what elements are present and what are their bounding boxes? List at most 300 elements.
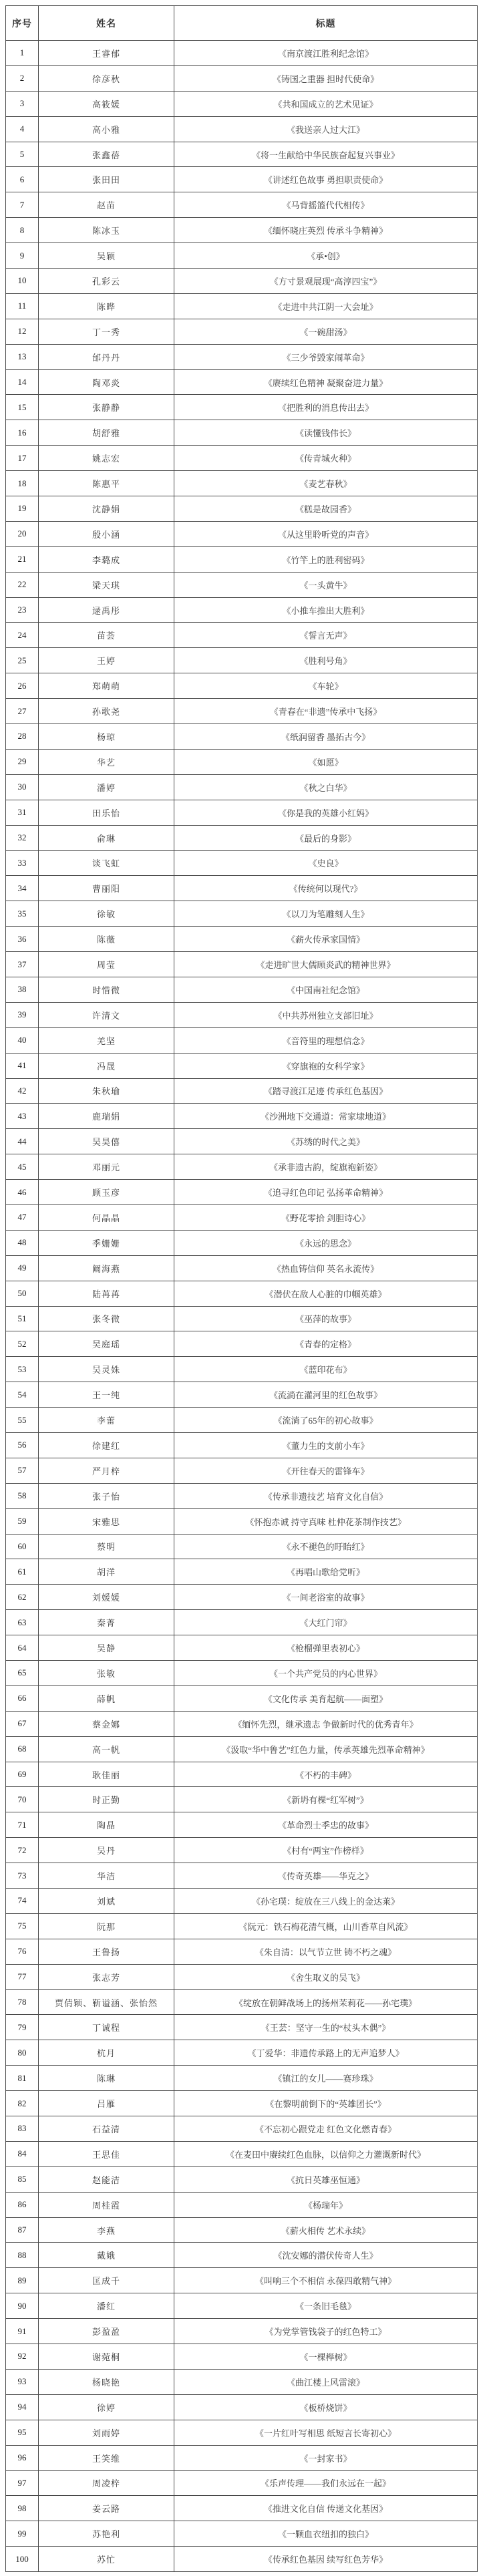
table-row: [6, 546, 478, 572]
table-row: [6, 2420, 478, 2445]
table-row: [6, 1939, 478, 1964]
table-row: [6, 1989, 478, 2015]
title-cell: 《流淌在灌河里的红色故事》: [174, 1382, 478, 1408]
row-number-cell: 77: [6, 1964, 39, 1989]
name-cell: 苗荟: [39, 623, 174, 648]
title-cell: 《枪榴弹里表初心》: [174, 1635, 478, 1661]
title-cell: 《传承红色基因 续写红色芳华》: [174, 2547, 478, 2572]
table-row: [6, 1838, 478, 1863]
name-cell: 阮那: [39, 1913, 174, 1939]
table-row: [6, 344, 478, 369]
title-cell: 《董力生的支前小车》: [174, 1432, 478, 1458]
row-number-cell: 69: [6, 1762, 39, 1787]
table-row: [6, 1812, 478, 1838]
title-cell: 《你是我的英雄小红妈》: [174, 800, 478, 825]
table-row: [6, 269, 478, 294]
row-number-cell: 37: [6, 952, 39, 977]
row-number-cell: 42: [6, 1078, 39, 1104]
title-cell: 《承非遗古韵，绽旗袍新姿》: [174, 1154, 478, 1180]
row-number-cell: 23: [6, 597, 39, 623]
name-cell: 吴庭瑶: [39, 1331, 174, 1357]
table-row: [6, 1104, 478, 1129]
title-cell: 《传承非遗技艺 培育文化自信》: [174, 1483, 478, 1508]
title-cell: 《以刀为笔雕刻人生》: [174, 901, 478, 927]
col-header-name: 姓名: [39, 6, 174, 41]
row-number-cell: 61: [6, 1559, 39, 1585]
name-cell: 吴静: [39, 1635, 174, 1661]
title-cell: 《村有“两宝”作榜样》: [174, 1838, 478, 1863]
row-number-cell: 2: [6, 65, 39, 91]
table-row: [6, 825, 478, 850]
name-cell: 鹿瑞娟: [39, 1104, 174, 1129]
table-row: [6, 167, 478, 192]
table-row: [6, 41, 478, 66]
title-cell: 《再唱山歌给党听》: [174, 1559, 478, 1585]
row-number-cell: 24: [6, 623, 39, 648]
title-cell: 《一封家书》: [174, 2445, 478, 2470]
table-row: [6, 1204, 478, 1230]
name-cell: 张静静: [39, 395, 174, 420]
table-row: [6, 2166, 478, 2192]
table-row: [6, 1635, 478, 1661]
title-cell: 《推进文化自信 传递文化基因》: [174, 2496, 478, 2521]
row-number-cell: 20: [6, 521, 39, 546]
table-row: [6, 192, 478, 218]
title-cell: 《镇江的女儿——赛珍珠》: [174, 2066, 478, 2091]
name-cell: 杨晓艳: [39, 2369, 174, 2394]
row-number-cell: 59: [6, 1508, 39, 1534]
row-number-cell: 16: [6, 420, 39, 446]
table-row: [6, 1762, 478, 1787]
row-number-cell: 55: [6, 1408, 39, 1433]
title-cell: 《绽放在朝鲜战场上的扬州茉莉花——孙宅璞》: [174, 1989, 478, 2015]
row-number-cell: 79: [6, 2015, 39, 2040]
row-number-cell: 7: [6, 192, 39, 218]
row-number-cell: 82: [6, 2091, 39, 2116]
table-row: [6, 850, 478, 876]
row-number-cell: 67: [6, 1711, 39, 1736]
name-cell: 吴丹: [39, 1838, 174, 1863]
name-cell: 高一帆: [39, 1736, 174, 1762]
name-cell: 匡成千: [39, 2268, 174, 2293]
row-number-cell: 41: [6, 1053, 39, 1078]
row-number-cell: 95: [6, 2420, 39, 2445]
row-number-cell: 13: [6, 344, 39, 369]
name-cell: 王睿郁: [39, 41, 174, 66]
table-row: [6, 1027, 478, 1053]
title-cell: 《野花零拾 剑胆诗心》: [174, 1204, 478, 1230]
title-cell: 《踏寻渡江足迹 传承红色基因》: [174, 1078, 478, 1104]
name-cell: 梁天琪: [39, 572, 174, 597]
table-body: [6, 41, 478, 2572]
title-cell: 《永不褪色的盱眙红》: [174, 1534, 478, 1559]
name-cell: 张田田: [39, 167, 174, 192]
table-row: [6, 2243, 478, 2268]
name-cell: 李璐成: [39, 546, 174, 572]
name-cell: 陈惠平: [39, 471, 174, 496]
table-row: [6, 648, 478, 673]
table-row: [6, 471, 478, 496]
title-cell: 《汲取“华中鲁艺”红色力量，传承英雄先烈革命精神》: [174, 1736, 478, 1762]
title-cell: 《如愿》: [174, 749, 478, 774]
row-number-cell: 74: [6, 1889, 39, 1914]
title-cell: 《把胜利的消息传出去》: [174, 395, 478, 420]
table-row: [6, 369, 478, 395]
row-number-cell: 70: [6, 1787, 39, 1812]
table-row: [6, 1508, 478, 1534]
row-number-cell: 86: [6, 2192, 39, 2217]
table-row: [6, 2192, 478, 2217]
title-cell: 《在黎明前倒下的“英雄团长”》: [174, 2091, 478, 2116]
name-cell: 潘红: [39, 2293, 174, 2319]
title-cell: 《走进旷世大儒顾炎武的精神世界》: [174, 952, 478, 977]
title-cell: 《潜伏在敌人心脏的巾帼英雄》: [174, 1281, 478, 1306]
title-cell: 《缅怀晓庄英烈 传承斗争精神》: [174, 218, 478, 243]
row-number-cell: 38: [6, 977, 39, 1002]
table-row: [6, 597, 478, 623]
title-cell: 《薪火相传 艺术永续》: [174, 2217, 478, 2243]
name-cell: 吴颖: [39, 243, 174, 269]
row-number-cell: 76: [6, 1939, 39, 1964]
table-row: [6, 572, 478, 597]
row-number-cell: 65: [6, 1661, 39, 1686]
table-row: [6, 1432, 478, 1458]
name-cell: 宋雅思: [39, 1508, 174, 1534]
table-row: [6, 1787, 478, 1812]
name-cell: 何晶晶: [39, 1204, 174, 1230]
title-cell: 《巫萍的故事》: [174, 1306, 478, 1331]
title-cell: 《音符里的理想信念》: [174, 1027, 478, 1053]
table-header: [6, 6, 478, 41]
row-number-cell: 62: [6, 1585, 39, 1610]
row-number-cell: 94: [6, 2394, 39, 2420]
name-cell: 丁诚程: [39, 2015, 174, 2040]
table-row: [6, 446, 478, 471]
name-cell: 蔡明: [39, 1534, 174, 1559]
title-cell: 《传奇英雄——华克之》: [174, 1863, 478, 1889]
table-row: [6, 1534, 478, 1559]
row-number-cell: 52: [6, 1331, 39, 1357]
title-cell: 《不朽的丰碑》: [174, 1762, 478, 1787]
title-cell: 《我送亲人过大江》: [174, 116, 478, 142]
table-row: [6, 1483, 478, 1508]
title-cell: 《史良》: [174, 850, 478, 876]
table-row: [6, 2521, 478, 2547]
title-cell: 《朱自清：以气节立世 铸不朽之魂》: [174, 1939, 478, 1964]
name-cell: 贾倩颖、靳谥涵、张怡然: [39, 1989, 174, 2015]
header-row: [6, 6, 478, 41]
title-cell: 《承•创》: [174, 243, 478, 269]
title-cell: 《叫响三个不相信 永葆四敢精气神》: [174, 2268, 478, 2293]
name-cell: 时正勤: [39, 1787, 174, 1812]
table-row: [6, 1585, 478, 1610]
table-row: [6, 800, 478, 825]
title-cell: 《将一生献给中华民族奋起复兴事业》: [174, 142, 478, 167]
row-number-cell: 43: [6, 1104, 39, 1129]
title-cell: 《誓言无声》: [174, 623, 478, 648]
row-number-cell: 99: [6, 2521, 39, 2547]
row-number-cell: 92: [6, 2344, 39, 2370]
row-number-cell: 46: [6, 1180, 39, 1205]
name-cell: 吴昊僖: [39, 1129, 174, 1154]
title-cell: 《赓续红色精神 凝聚奋进力量》: [174, 369, 478, 395]
table-row: [6, 1180, 478, 1205]
title-cell: 《不忘初心跟党走 红色文化燃青春》: [174, 2116, 478, 2142]
table-row: [6, 2091, 478, 2116]
title-cell: 《铸国之重器 担时代使命》: [174, 65, 478, 91]
title-cell: 《一个共产党员的内心世界》: [174, 1661, 478, 1686]
title-cell: 《怀抱赤诚 持守真味 杜仲花茶制作技艺》: [174, 1508, 478, 1534]
name-cell: 刘斌: [39, 1889, 174, 1914]
row-number-cell: 18: [6, 471, 39, 496]
name-cell: 冯晟: [39, 1053, 174, 1078]
title-cell: 《传统何以现代?》: [174, 876, 478, 901]
title-cell: 《一碗甜汤》: [174, 319, 478, 344]
row-number-cell: 27: [6, 699, 39, 724]
name-cell: 耿佳丽: [39, 1762, 174, 1787]
table-row: [6, 901, 478, 927]
title-cell: 《薪火传承家国情》: [174, 927, 478, 952]
row-number-cell: 48: [6, 1230, 39, 1255]
table-row: [6, 1458, 478, 1483]
name-cell: 王婷: [39, 648, 174, 673]
row-number-cell: 21: [6, 546, 39, 572]
title-cell: 《沈安娜的潜伏传奇人生》: [174, 2243, 478, 2268]
name-cell: 孔彩云: [39, 269, 174, 294]
row-number-cell: 89: [6, 2268, 39, 2293]
name-cell: 赵苗: [39, 192, 174, 218]
title-cell: 《沙洲地下交通道：常家埭地道》: [174, 1104, 478, 1129]
name-cell: 华洁: [39, 1863, 174, 1889]
name-cell: 吕雁: [39, 2091, 174, 2116]
row-number-cell: 66: [6, 1685, 39, 1711]
title-cell: 《竹竿上的胜利密码》: [174, 546, 478, 572]
name-cell: 李燕: [39, 2217, 174, 2243]
name-cell: 张敏: [39, 1661, 174, 1686]
table-row: [6, 91, 478, 116]
name-cell: 王鲁扬: [39, 1939, 174, 1964]
title-cell: 《抗日英雄巫恒通》: [174, 2166, 478, 2192]
title-cell: 《蓝印花布》: [174, 1357, 478, 1382]
table-row: [6, 2293, 478, 2319]
title-cell: 《传青城火种》: [174, 446, 478, 471]
title-cell: 《中国南社纪念馆》: [174, 977, 478, 1002]
name-cell: 秦菁: [39, 1610, 174, 1635]
title-cell: 《糕是故园香》: [174, 496, 478, 522]
title-cell: 《一头黄牛》: [174, 572, 478, 597]
name-cell: 刘媛媛: [39, 1585, 174, 1610]
row-number-cell: 29: [6, 749, 39, 774]
row-number-cell: 19: [6, 496, 39, 522]
name-cell: 陈薇: [39, 927, 174, 952]
name-cell: 胡舒雅: [39, 420, 174, 446]
table-row: [6, 1281, 478, 1306]
table-row: [6, 1078, 478, 1104]
row-number-cell: 96: [6, 2445, 39, 2470]
row-number-cell: 75: [6, 1913, 39, 1939]
row-number-cell: 53: [6, 1357, 39, 1382]
row-number-cell: 10: [6, 269, 39, 294]
title-cell: 《一棵榉树》: [174, 2344, 478, 2370]
row-number-cell: 68: [6, 1736, 39, 1762]
row-number-cell: 14: [6, 369, 39, 395]
row-number-cell: 56: [6, 1432, 39, 1458]
name-cell: 徐婷: [39, 2394, 174, 2420]
table-row: [6, 2445, 478, 2470]
title-cell: 《纸润留香 墨拓古今》: [174, 724, 478, 750]
name-cell: 朱秋瑜: [39, 1078, 174, 1104]
row-number-cell: 17: [6, 446, 39, 471]
table-row: [6, 2394, 478, 2420]
title-cell: 《流淌了65年的初心故事》: [174, 1408, 478, 1433]
title-cell: 《穿旗袍的女科学家》: [174, 1053, 478, 1078]
name-cell: 俞琳: [39, 825, 174, 850]
table-row: [6, 2217, 478, 2243]
table-row: [6, 142, 478, 167]
table-row: [6, 2116, 478, 2142]
name-cell: 张志芳: [39, 1964, 174, 1989]
row-number-cell: 100: [6, 2547, 39, 2572]
name-cell: 顾玉彦: [39, 1180, 174, 1205]
table-row: [6, 1610, 478, 1635]
name-cell: 胡洋: [39, 1559, 174, 1585]
title-cell: 《从这里聆听党的声音》: [174, 521, 478, 546]
title-cell: 《三少爷毁家闹革命》: [174, 344, 478, 369]
table-row: [6, 1331, 478, 1357]
row-number-cell: 35: [6, 901, 39, 927]
name-cell: 李蕾: [39, 1408, 174, 1433]
row-number-cell: 54: [6, 1382, 39, 1408]
name-cell: 潘婷: [39, 774, 174, 800]
row-number-cell: 28: [6, 724, 39, 750]
title-cell: 《阮元：铁石梅花清气概，山川香草自风流》: [174, 1913, 478, 1939]
row-number-cell: 72: [6, 1838, 39, 1863]
table-row: [6, 496, 478, 522]
title-cell: 《曲江楼上风雷滚》: [174, 2369, 478, 2394]
table-row: [6, 724, 478, 750]
table-row: [6, 2319, 478, 2344]
title-cell: 《小推车推出大胜利》: [174, 597, 478, 623]
name-cell: 徐建红: [39, 1432, 174, 1458]
name-cell: 张鑫蓓: [39, 142, 174, 167]
row-number-cell: 4: [6, 116, 39, 142]
name-cell: 苏艳利: [39, 2521, 174, 2547]
title-cell: 《为党掌管钱袋子的红色特工》: [174, 2319, 478, 2344]
table-row: [6, 1230, 478, 1255]
title-cell: 《新坍有棵“红军树”》: [174, 1787, 478, 1812]
row-number-cell: 83: [6, 2116, 39, 2142]
title-cell: 《丁爱华：非遗传承路上的无声追梦人》: [174, 2040, 478, 2066]
table-row: [6, 1408, 478, 1433]
row-number-cell: 93: [6, 2369, 39, 2394]
table-row: [6, 876, 478, 901]
table-row: [6, 1913, 478, 1939]
name-cell: 刘雨婷: [39, 2420, 174, 2445]
name-cell: 苏忙: [39, 2547, 174, 2572]
title-cell: 《大红门帘》: [174, 1610, 478, 1635]
name-cell: 王思佳: [39, 2141, 174, 2166]
table-row: [6, 1382, 478, 1408]
name-cell: 徐敏: [39, 901, 174, 927]
title-cell: 《马背摇篮代代相传》: [174, 192, 478, 218]
name-cell: 谢菀桐: [39, 2344, 174, 2370]
table-row: [6, 1357, 478, 1382]
row-number-cell: 25: [6, 648, 39, 673]
row-number-cell: 58: [6, 1483, 39, 1508]
table-row: [6, 218, 478, 243]
table-row: [6, 699, 478, 724]
row-number-cell: 45: [6, 1154, 39, 1180]
name-cell: 王笑维: [39, 2445, 174, 2470]
name-cell: 周莹: [39, 952, 174, 977]
table-row: [6, 319, 478, 344]
row-number-cell: 34: [6, 876, 39, 901]
name-cell: 徐彦秋: [39, 65, 174, 91]
title-cell: 《缅怀先烈，继承遗志 争做新时代的优秀青年》: [174, 1711, 478, 1736]
row-number-cell: 12: [6, 319, 39, 344]
table-row: [6, 395, 478, 420]
row-number-cell: 22: [6, 572, 39, 597]
name-cell: 赵能洁: [39, 2166, 174, 2192]
row-number-cell: 64: [6, 1635, 39, 1661]
table-row: [6, 2066, 478, 2091]
table-row: [6, 1889, 478, 1914]
row-number-cell: 44: [6, 1129, 39, 1154]
row-number-cell: 87: [6, 2217, 39, 2243]
name-cell: 彭盈盈: [39, 2319, 174, 2344]
name-cell: 张冬微: [39, 1306, 174, 1331]
name-cell: 沈静娟: [39, 496, 174, 522]
title-cell: 《文化传承 美育起航——面塑》: [174, 1685, 478, 1711]
table-row: [6, 2369, 478, 2394]
name-cell: 杭月: [39, 2040, 174, 2066]
table-row: [6, 2344, 478, 2370]
title-cell: 《最后的身影》: [174, 825, 478, 850]
row-number-cell: 31: [6, 800, 39, 825]
name-cell: 严月梓: [39, 1458, 174, 1483]
row-number-cell: 80: [6, 2040, 39, 2066]
row-number-cell: 32: [6, 825, 39, 850]
name-cell: 丁一秀: [39, 319, 174, 344]
table-row: [6, 521, 478, 546]
name-cell: 时惜微: [39, 977, 174, 1002]
table-row: [6, 977, 478, 1002]
table-row: [6, 927, 478, 952]
table-row: [6, 1559, 478, 1585]
row-number-cell: 8: [6, 218, 39, 243]
name-cell: 王一纯: [39, 1382, 174, 1408]
title-cell: 《永远的思念》: [174, 1230, 478, 1255]
table-row: [6, 1964, 478, 1989]
name-cell: 蔡金娜: [39, 1711, 174, 1736]
row-number-cell: 30: [6, 774, 39, 800]
row-number-cell: 60: [6, 1534, 39, 1559]
table-row: [6, 1685, 478, 1711]
name-cell: 姚志宏: [39, 446, 174, 471]
title-cell: 《中共苏州独立支部旧址》: [174, 1002, 478, 1027]
row-number-cell: 5: [6, 142, 39, 167]
row-number-cell: 3: [6, 91, 39, 116]
name-cell: 郑萌萌: [39, 673, 174, 699]
table-row: [6, 623, 478, 648]
row-number-cell: 71: [6, 1812, 39, 1838]
table-row: [6, 1711, 478, 1736]
table-row: [6, 2141, 478, 2166]
name-cell: 高筱媛: [39, 91, 174, 116]
table-row: [6, 420, 478, 446]
title-cell: 《走进中共江阴一大会址》: [174, 293, 478, 319]
table-row: [6, 2040, 478, 2066]
